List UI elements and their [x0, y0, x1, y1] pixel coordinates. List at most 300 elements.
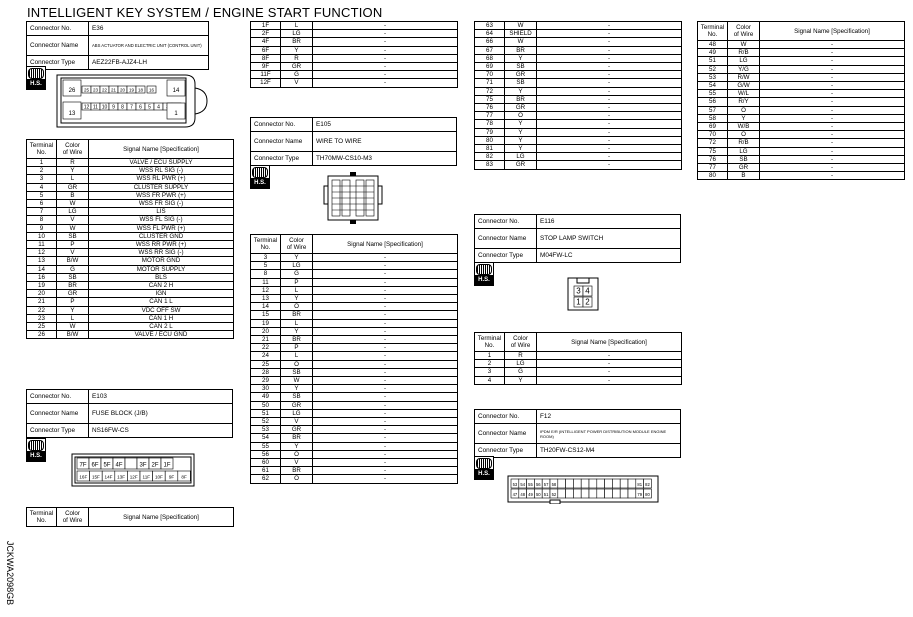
f12-connector-info: Connector No. F12 Connector Name IPDM E/R (INTELLIGENT POWER DISTRIBUTION MODULE ENGINE ROOM) Connector Type TH20FW-CS12-M4 — [474, 409, 681, 458]
terminal-no-cell: 1 — [475, 352, 505, 360]
table-row — [251, 327, 458, 335]
signal-name-cell: WSS RL SIG (-) — [89, 167, 234, 175]
signal-name-cell: - — [537, 112, 682, 120]
connector-pin-label: 2F — [151, 462, 159, 469]
wire-color-cell: W — [505, 38, 537, 46]
wire-color-cell: B — [57, 191, 89, 199]
terminal-no-cell: 78 — [475, 120, 505, 128]
table-row — [27, 200, 234, 208]
terminal-no-cell: 48 — [698, 41, 728, 49]
signal-name-cell: - — [313, 385, 458, 393]
terminal-no-cell: 14 — [27, 265, 57, 273]
connector-pin-label: 6 — [139, 104, 142, 111]
terminal-no-cell: 15 — [251, 311, 281, 319]
connector-pin-label: 13 — [68, 110, 76, 117]
signal-name-cell: - — [313, 401, 458, 409]
terminal-no-cell: 56 — [251, 450, 281, 458]
harness-side-icon: H.S. — [26, 438, 46, 462]
connector-pin-label: 81 — [637, 481, 643, 487]
connector-pin-label: 11 — [92, 104, 99, 111]
table-row — [475, 95, 682, 103]
harness-side-icon: H.S. — [474, 456, 494, 480]
terminal-no-cell: 63 — [475, 22, 505, 30]
connector-pin — [605, 479, 613, 488]
signal-name-cell: VALVE / ECU GND — [89, 331, 234, 339]
table-row — [698, 164, 905, 172]
table-row — [27, 232, 234, 240]
table-row — [27, 191, 234, 199]
terminal-no-cell: 9 — [27, 224, 57, 232]
terminal-no-cell: 24 — [251, 352, 281, 360]
wire-color-cell: P — [57, 298, 89, 306]
connector-pin-label: 57 — [543, 481, 549, 487]
wire-color-cell: BR — [281, 434, 313, 442]
connector-pin-label: 18 — [137, 87, 144, 93]
e103-terminal-table-cont — [250, 21, 458, 88]
signal-name-cell: - — [313, 79, 458, 87]
table-row — [27, 159, 234, 167]
table-row — [27, 298, 234, 306]
terminal-no-cell: 70 — [475, 71, 505, 79]
table-row — [698, 131, 905, 139]
signal-name-cell: WSS RR PWR (+) — [89, 241, 234, 249]
terminal-no-cell: 53 — [698, 73, 728, 81]
wire-color-cell: W/L — [728, 90, 760, 98]
terminal-no-cell: 49 — [698, 49, 728, 57]
wire-color-cell: LG — [505, 360, 537, 368]
wire-color-cell: R — [57, 159, 89, 167]
e36-terminal-table — [26, 139, 234, 339]
table-row — [251, 377, 458, 385]
table-row — [698, 57, 905, 65]
signal-name-cell: BLS — [89, 273, 234, 281]
connector-pin-label: 52 — [551, 491, 557, 497]
wire-color-cell: GR — [57, 183, 89, 191]
wire-color-cell: GR — [505, 104, 537, 112]
connector-pin-label: 22 — [101, 87, 108, 93]
table-row — [251, 401, 458, 409]
connector-pin-label: 4F — [115, 462, 123, 469]
terminal-no-cell: 3 — [251, 254, 281, 262]
table-row — [698, 139, 905, 147]
table-row — [27, 306, 234, 314]
table-row — [475, 87, 682, 95]
connector-pin-label: 5 — [148, 104, 151, 111]
wire-color-cell: V — [281, 418, 313, 426]
wire-color-cell: BR — [281, 38, 313, 46]
signal-name-cell: - — [537, 30, 682, 38]
table-row — [251, 278, 458, 286]
wire-color-cell: O — [281, 475, 313, 483]
terminal-no-cell: 54 — [251, 434, 281, 442]
terminal-no-cell: 16 — [27, 273, 57, 281]
signal-name-cell: - — [313, 303, 458, 311]
terminal-no-header: Terminal No. — [27, 140, 57, 159]
signal-name-cell: - — [313, 286, 458, 294]
table-row — [251, 54, 458, 62]
signal-name-cell: - — [313, 319, 458, 327]
color-of-wire-header: Color of Wire — [57, 140, 89, 159]
table-row — [251, 319, 458, 327]
e36-connector-info: Connector No. E36 Connector Name ABS ACTUATOR AND ELECTRIC UNIT (CONTROL UNIT) Connector Type AEZ22FB-AJZ4-LH — [26, 21, 209, 70]
signal-name-cell: - — [537, 368, 682, 376]
signal-name-cell: - — [760, 131, 905, 139]
wire-color-cell: Y/G — [728, 65, 760, 73]
connector-pin — [612, 479, 620, 488]
signal-name-cell: - — [760, 139, 905, 147]
connector-pin-label: 15F — [91, 474, 100, 480]
table-row — [698, 147, 905, 155]
signal-name-header: Signal Name [Specification] — [89, 140, 234, 159]
wire-color-cell: LG — [505, 153, 537, 161]
wire-color-cell: Y — [505, 145, 537, 153]
terminal-no-cell: 68 — [475, 54, 505, 62]
terminal-no-cell: 80 — [475, 136, 505, 144]
table-row — [251, 295, 458, 303]
table-row — [475, 71, 682, 79]
terminal-no-cell: 4F — [251, 38, 281, 46]
signal-name-cell: CAN 1 H — [89, 314, 234, 322]
signal-name-cell: CAN 1 L — [89, 298, 234, 306]
terminal-no-cell: 21 — [251, 336, 281, 344]
table-row — [27, 183, 234, 191]
connector-pin — [566, 489, 574, 498]
connector-pin-label: 51 — [543, 491, 549, 497]
terminal-no-cell: 2F — [251, 30, 281, 38]
signal-name-cell: MOTOR SUPPLY — [89, 265, 234, 273]
connector-pin — [620, 479, 628, 488]
table-row — [475, 54, 682, 62]
signal-name-cell: - — [313, 442, 458, 450]
wire-color-cell: B/W — [57, 331, 89, 339]
signal-name-cell: - — [313, 336, 458, 344]
terminal-no-cell: 62 — [251, 475, 281, 483]
wire-color-cell: Y — [281, 327, 313, 335]
signal-name-cell: - — [313, 38, 458, 46]
signal-name-cell: - — [760, 65, 905, 73]
e105-terminal-table: Terminal No. Color of Wire Signal Name [Specification] 3 Y - 5 LG - 8 G - 11 P - 12 L - 13 Y - 14 O - 15 BR - 19 L - 20 Y - 21 BR - 22 P - 24 L - 25 O - 28 SB - 29 W - 30 Y - 49 SB - 50 GR - 51 LG - 52 V - 53 GR - 54 BR - 55 Y - 56 O - 60 V - 61 BR - 62 O - — [250, 234, 458, 484]
table-row — [251, 368, 458, 376]
connector-pin-label: 14 — [172, 88, 180, 94]
table-row — [27, 290, 234, 298]
table-row — [698, 82, 905, 90]
table-row — [251, 352, 458, 360]
connector-pin-label: 53 — [512, 481, 518, 487]
table-row — [698, 123, 905, 131]
table-row — [27, 331, 234, 339]
table-row — [475, 79, 682, 87]
e105-connector-face — [322, 172, 384, 224]
wire-color-cell: SB — [57, 273, 89, 281]
connector-pin-label: 3 — [576, 286, 581, 296]
connector-pin-label: 13F — [117, 474, 126, 480]
wire-color-cell: R/B — [728, 139, 760, 147]
connector-pin-label: 9 — [112, 104, 115, 111]
wire-color-cell: Y — [281, 295, 313, 303]
connector-pin-label: 7 — [130, 104, 133, 111]
table-row — [475, 38, 682, 46]
table-row — [251, 360, 458, 368]
terminal-no-cell: 52 — [698, 65, 728, 73]
connector-pin-label: 80 — [645, 491, 650, 497]
wire-color-cell: V — [281, 79, 313, 87]
signal-name-cell: - — [760, 172, 905, 180]
wire-color-cell: G — [505, 368, 537, 376]
table-row — [698, 155, 905, 163]
signal-name-cell: LIS — [89, 208, 234, 216]
terminal-no-cell: 8 — [251, 270, 281, 278]
terminal-no-cell: 57 — [698, 106, 728, 114]
signal-name-cell: - — [537, 376, 682, 384]
table-row — [251, 418, 458, 426]
wire-color-cell: P — [281, 278, 313, 286]
connector-pin-label: 10F — [154, 474, 163, 480]
signal-name-cell: - — [537, 79, 682, 87]
signal-name-cell: - — [537, 95, 682, 103]
wire-color-cell: O — [728, 106, 760, 114]
terminal-no-cell: 25 — [27, 323, 57, 331]
signal-name-cell: - — [760, 114, 905, 122]
table-row — [251, 475, 458, 483]
table-row — [698, 90, 905, 98]
connector-pin-label: 11F — [142, 474, 151, 480]
e116-connector-info: Connector No. E116 Connector Name STOP LAMP SWITCH Connector Type M04FW-LC — [474, 214, 681, 263]
terminal-no-cell: 6F — [251, 46, 281, 54]
table-row — [475, 128, 682, 136]
table-row — [475, 136, 682, 144]
connector-pin-label: 20 — [119, 87, 126, 93]
terminal-no-cell: 82 — [475, 153, 505, 161]
terminal-no-cell: 69 — [698, 123, 728, 131]
table-row — [475, 161, 682, 169]
terminal-no-cell: 2 — [475, 360, 505, 368]
wire-color-cell: BR — [281, 336, 313, 344]
signal-name-cell: - — [760, 90, 905, 98]
table-row — [251, 442, 458, 450]
wire-color-cell: W — [57, 200, 89, 208]
terminal-no-cell: 72 — [698, 139, 728, 147]
terminal-no-cell: 19 — [251, 319, 281, 327]
terminal-no-cell: 83 — [475, 161, 505, 169]
signal-name-cell: WSS RL PWR (+) — [89, 175, 234, 183]
terminal-no-cell: 66 — [475, 38, 505, 46]
wire-color-cell: Y — [505, 136, 537, 144]
table-row — [251, 303, 458, 311]
connector-pin — [628, 479, 636, 488]
terminal-no-cell: 75 — [475, 95, 505, 103]
terminal-no-cell: 58 — [698, 114, 728, 122]
connector-pin — [605, 489, 613, 498]
terminal-no-cell: 13 — [251, 295, 281, 303]
wire-color-cell: W/B — [728, 123, 760, 131]
wire-color-cell: V — [281, 459, 313, 467]
signal-name-cell: - — [313, 409, 458, 417]
connector-pin-label: 3F — [139, 462, 147, 469]
signal-name-cell: CAN 2 L — [89, 323, 234, 331]
wire-color-cell: Y — [281, 442, 313, 450]
wire-color-cell: W — [57, 323, 89, 331]
signal-name-cell: - — [313, 30, 458, 38]
table-row — [251, 262, 458, 270]
signal-name-cell: - — [537, 22, 682, 30]
table-row — [475, 30, 682, 38]
connector-pin-label: 7F — [79, 462, 87, 469]
terminal-no-cell: 30 — [251, 385, 281, 393]
signal-name-cell: - — [313, 63, 458, 71]
signal-name-cell: - — [313, 450, 458, 458]
table-row — [475, 112, 682, 120]
connector-pin-label: 12F — [129, 474, 138, 480]
wire-color-cell: SB — [57, 232, 89, 240]
wire-color-cell: R/B — [728, 49, 760, 57]
page-title: INTELLIGENT KEY SYSTEM / ENGINE START FUNCTION — [27, 5, 383, 20]
wire-color-cell: G — [281, 270, 313, 278]
wire-color-cell: BR — [281, 467, 313, 475]
wire-color-cell: W — [728, 41, 760, 49]
wire-color-cell: LG — [281, 30, 313, 38]
wire-color-cell: L — [57, 314, 89, 322]
terminal-no-cell: 23 — [27, 314, 57, 322]
table-row — [698, 49, 905, 57]
wire-color-cell: LG — [728, 57, 760, 65]
signal-name-cell: - — [537, 153, 682, 161]
signal-name-cell: - — [313, 54, 458, 62]
signal-name-cell: - — [760, 98, 905, 106]
terminal-no-cell: 11 — [27, 241, 57, 249]
signal-name-cell: - — [760, 41, 905, 49]
wire-color-cell: Y — [281, 46, 313, 54]
connector-pin-label: 82 — [645, 481, 650, 487]
signal-name-cell: - — [760, 57, 905, 65]
connector-pin-label: 25 — [83, 87, 90, 93]
signal-name-cell: - — [537, 161, 682, 169]
signal-name-cell: - — [537, 38, 682, 46]
wire-color-cell: LG — [57, 208, 89, 216]
signal-name-cell: - — [760, 123, 905, 131]
table-row — [27, 265, 234, 273]
signal-name-cell: - — [313, 418, 458, 426]
terminal-no-cell: 3 — [475, 368, 505, 376]
table-row — [475, 153, 682, 161]
e116-connector-face — [566, 276, 600, 312]
table-row — [27, 273, 234, 281]
terminal-no-cell: 21 — [27, 298, 57, 306]
terminal-no-cell: 28 — [251, 368, 281, 376]
wire-color-cell: SB — [281, 393, 313, 401]
terminal-no-cell: 50 — [251, 401, 281, 409]
table-row — [27, 216, 234, 224]
terminal-no-cell: 51 — [698, 57, 728, 65]
terminal-no-cell: 51 — [251, 409, 281, 417]
signal-name-cell: - — [313, 311, 458, 319]
table-row — [698, 172, 905, 180]
terminal-no-cell: 25 — [251, 360, 281, 368]
signal-name-cell: - — [537, 104, 682, 112]
table-row — [475, 376, 682, 384]
wire-color-cell: Y — [505, 376, 537, 384]
terminal-no-cell: 13 — [27, 257, 57, 265]
wire-color-cell: O — [728, 131, 760, 139]
signal-name-cell: - — [313, 71, 458, 79]
wire-color-cell: B — [728, 172, 760, 180]
signal-name-cell: - — [537, 63, 682, 71]
signal-name-cell: WSS FR SIG (-) — [89, 200, 234, 208]
terminal-no-cell: 2 — [27, 167, 57, 175]
table-row — [698, 73, 905, 81]
table-row — [27, 323, 234, 331]
signal-name-cell: - — [313, 254, 458, 262]
table-row — [251, 336, 458, 344]
wire-color-cell: V — [57, 249, 89, 257]
signal-name-cell: - — [760, 147, 905, 155]
connector-pin — [589, 479, 597, 488]
signal-name-cell: CLUSTER GND — [89, 232, 234, 240]
wire-color-cell: BR — [505, 46, 537, 54]
wire-color-cell: W — [505, 22, 537, 30]
harness-side-icon: H.S. — [26, 66, 46, 90]
signal-name-cell: WSS FR PWR (+) — [89, 191, 234, 199]
wire-color-cell: Y — [57, 306, 89, 314]
terminal-no-cell: 72 — [475, 87, 505, 95]
wire-color-cell: LG — [281, 262, 313, 270]
table-row — [698, 65, 905, 73]
wire-color-cell: BR — [505, 95, 537, 103]
table-row — [251, 71, 458, 79]
signal-name-cell: WSS FL PWR (+) — [89, 224, 234, 232]
terminal-no-cell: 26 — [27, 331, 57, 339]
connector-pin — [125, 458, 137, 469]
table-row — [475, 352, 682, 360]
wire-color-cell: P — [281, 344, 313, 352]
table-row — [251, 409, 458, 417]
wire-color-cell: W — [281, 377, 313, 385]
wire-color-cell: W — [57, 224, 89, 232]
signal-name-cell: WSS FL SIG (-) — [89, 216, 234, 224]
wire-color-cell: O — [505, 112, 537, 120]
table-row — [475, 120, 682, 128]
connector-pin — [589, 489, 597, 498]
wire-color-cell: LG — [728, 147, 760, 155]
connector-pin-label: 16 — [148, 87, 155, 93]
e105-terminal-table-cont — [474, 21, 682, 170]
table-row — [27, 282, 234, 290]
signal-name-cell: - — [760, 155, 905, 163]
terminal-no-cell: 12 — [27, 249, 57, 257]
connector-pin-label: 12 — [83, 104, 90, 111]
table-row — [251, 450, 458, 458]
connector-pin-label: 1 — [576, 297, 581, 307]
connector-pin-label: 19 — [128, 87, 135, 93]
e105-connector-info: Connector No. E105 Connector Name WIRE TO WIRE Connector Type TH70MW-CS10-M3 — [250, 117, 457, 166]
signal-name-cell: - — [313, 459, 458, 467]
terminal-no-cell: 1 — [27, 159, 57, 167]
terminal-no-cell: 77 — [698, 164, 728, 172]
table-row — [251, 38, 458, 46]
signal-name-cell: - — [537, 145, 682, 153]
table-row — [251, 344, 458, 352]
wire-color-cell: G/W — [728, 82, 760, 90]
terminal-no-cell: 80 — [698, 172, 728, 180]
wire-color-cell: GR — [57, 290, 89, 298]
signal-name-cell: - — [313, 262, 458, 270]
table-row — [27, 167, 234, 175]
terminal-no-cell: 8F — [251, 54, 281, 62]
signal-name-cell: - — [760, 164, 905, 172]
connector-pin-label: 4 — [157, 104, 160, 111]
wire-color-cell: SHIELD — [505, 30, 537, 38]
wire-color-cell: O — [281, 303, 313, 311]
wire-color-cell: SB — [505, 63, 537, 71]
